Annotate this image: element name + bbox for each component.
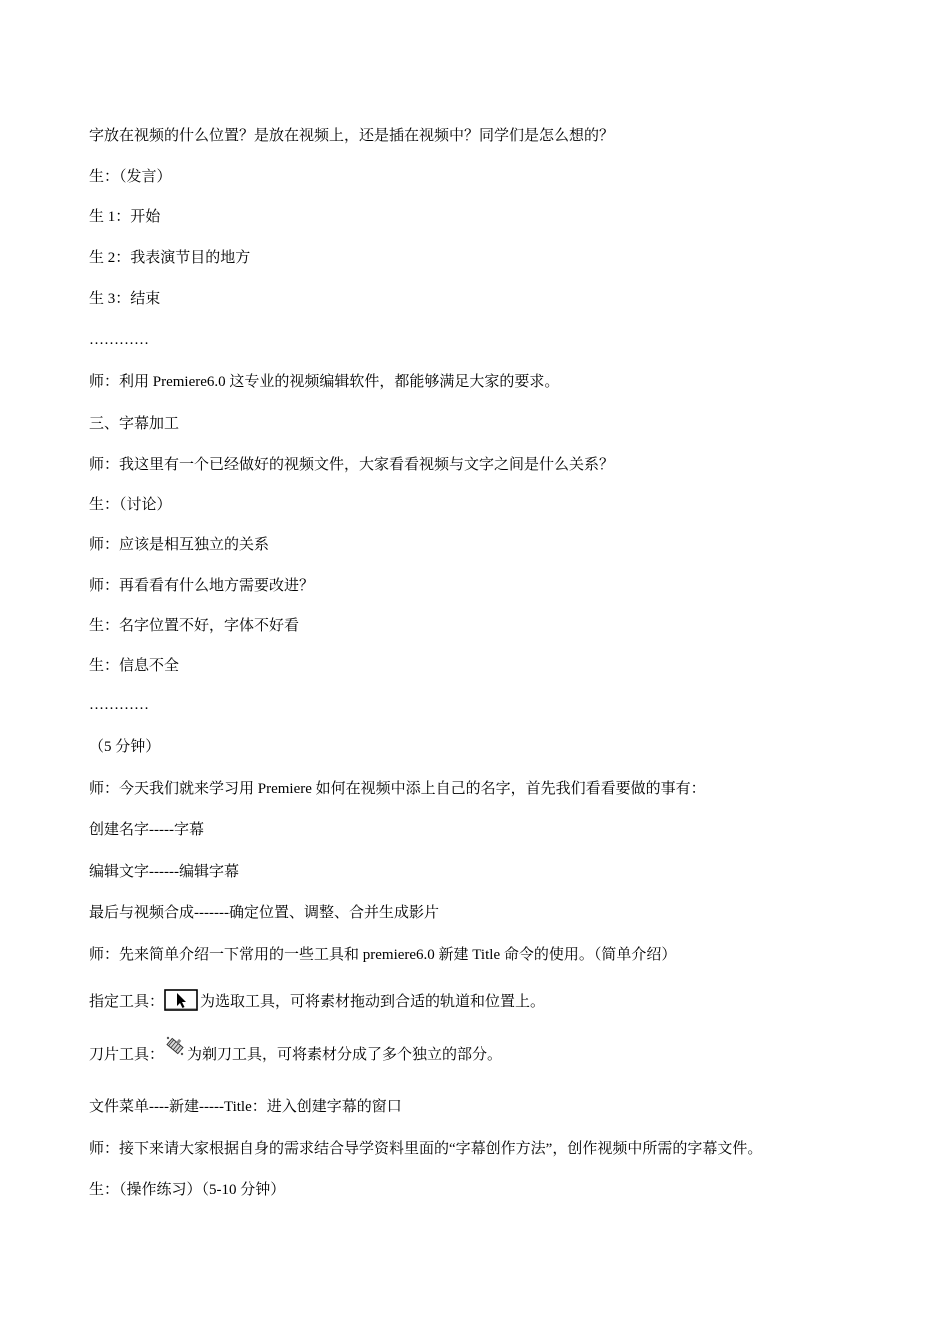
- text-line: 师：再看看有什么地方需要改进？: [89, 578, 315, 594]
- text-line: 生 1：开始: [89, 209, 161, 225]
- text-line: 师：我这里有一个已经做好的视频文件，大家看看视频与文字之间是什么关系？: [89, 457, 615, 473]
- tool-razor-label: 刀片工具：: [89, 1047, 165, 1063]
- tool-select-label: 指定工具：: [89, 994, 165, 1010]
- text-line: 生：（讨论）: [89, 497, 172, 513]
- text-line: （5 分钟）: [89, 739, 161, 755]
- text-line: 生：（发言）: [89, 169, 172, 185]
- section-heading: 三、字幕加工: [89, 416, 180, 432]
- text-line: 创建名字-----字幕: [89, 822, 204, 838]
- text-line: 生：名字位置不好，字体不好看: [89, 618, 300, 634]
- text-line: 文件菜单----新建-----Title：进入创建字幕的窗口: [89, 1099, 402, 1115]
- ellipsis-line: …………: [89, 697, 149, 713]
- tool-select-line: [89, 989, 545, 1012]
- text-line: 师：今天我们就来学习用 Premiere 如何在视频中添上自己的名字，首先我们看看要做的事有：: [89, 781, 706, 797]
- text-line: 字放在视频的什么位置？是放在视频上，还是插在视频中？同学们是怎么想的？: [89, 128, 615, 144]
- text-line: 师：接下来请大家根据自身的需求结合导学资料里面的“字幕创作方法”，创作视频中所需的字幕文件。: [89, 1141, 763, 1157]
- tool-select-description: 为选取工具，可将素材拖动到合适的轨道和位置上。: [200, 994, 546, 1010]
- text-line: 生 3：结束: [89, 291, 161, 307]
- tool-razor-description: 为剃刀工具，可将素材分成了多个独立的部分。: [187, 1047, 503, 1063]
- text-line: 师：先来简单介绍一下常用的一些工具和 premiere6.0 新建 Title 命令的使用。（简单介绍）: [89, 947, 677, 963]
- text-line: 生 2：我表演节目的地方: [89, 250, 251, 266]
- text-line: 最后与视频合成-------确定位置、调整、合并生成影片: [89, 905, 439, 921]
- selection-arrow-icon: [164, 989, 198, 1011]
- tool-razor-line: [89, 1035, 502, 1065]
- razor-icon: [164, 1035, 186, 1057]
- text-line: 生：（操作练习）（5-10 分钟）: [89, 1182, 286, 1198]
- text-line: 师：利用 Premiere6.0 这专业的视频编辑软件，都能够满足大家的要求。: [89, 374, 560, 390]
- text-line: 编辑文字------编辑字幕: [89, 864, 239, 880]
- text-line: 生：信息不全: [89, 658, 180, 674]
- ellipsis-line: …………: [89, 332, 149, 348]
- text-line: 师：应该是相互独立的关系: [89, 537, 270, 553]
